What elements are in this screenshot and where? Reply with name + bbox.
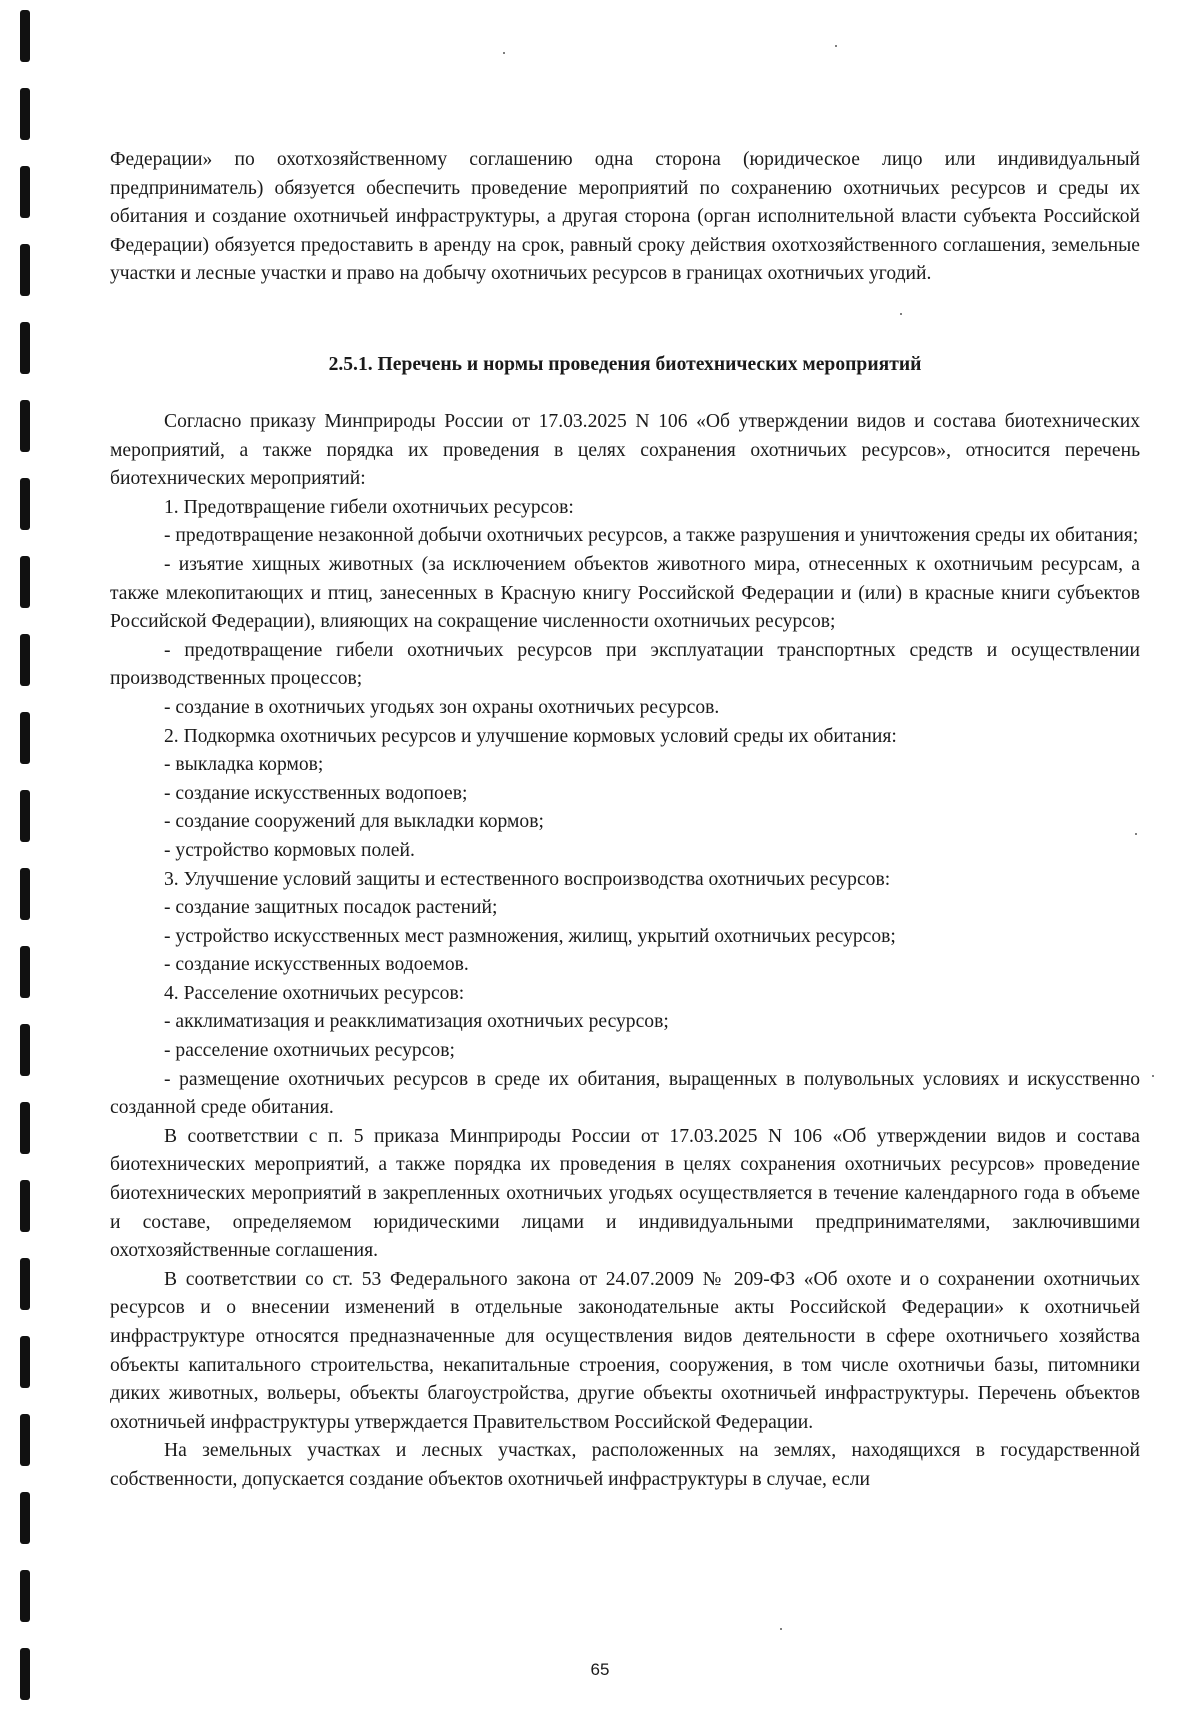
list-line: - устройство кормовых полей. [164, 839, 415, 861]
list-line: - выкладка кормов; [164, 754, 324, 776]
scan-speck [900, 313, 902, 315]
list-line: 1. Предотвращение гибели охотничьих ресурсов: [164, 496, 574, 518]
binding-hole [20, 1024, 30, 1076]
binding-hole [20, 634, 30, 686]
scan-speck [503, 52, 505, 54]
lead-paragraph: Согласно приказу Минприроды России от 17.03.2025 N 106 «Об утверждении видов и состава биотехнических мероприятий, а также порядка их проведения в целях сохранения охотничьих ресурсов», относится перечень биотехнических мероприятий: [110, 411, 1140, 490]
binding-hole [20, 1258, 30, 1310]
list-line: - предотвращение незаконной добычи охотничьих ресурсов, а также разрушения и уничтожения среды их обитания; [164, 525, 1139, 547]
main-body [110, 408, 1140, 1495]
binding-hole [20, 712, 30, 764]
list-line: - создание искусственных водоемов. [164, 954, 469, 976]
list-line: - акклиматизация и реакклиматизация охотничьих ресурсов; [164, 1011, 669, 1033]
intro-paragraph: Федерации» по охотхозяйственному соглашению одна сторона (юридическое лицо или индивидуальный предприниматель) обязуется обеспечить проведение мероприятий по сохранению охотничьих ресурсов и среды их обитания и создание охотничьей инфраструктуры, а другая сторона (орган исполнительной власти субъекта Российской Федерации) обязуется предоставить в аренду на срок, равный сроку действия охотхозяйственного соглашения, земельные участки и лесные участки и право на добычу охотничьих ресурсов в границах охотничьих угодий. [110, 149, 1140, 285]
binding-hole [20, 556, 30, 608]
list-line: 3. Улучшение условий защиты и естественного воспроизводства охотничьих ресурсов: [164, 868, 891, 890]
list-line: - устройство искусственных мест размножения, жилищ, укрытий охотничьих ресурсов; [164, 925, 896, 947]
binding-hole [20, 790, 30, 842]
binding-hole [20, 10, 30, 62]
binding-hole [20, 88, 30, 140]
binding-hole [20, 868, 30, 920]
list-line: - создание в охотничьих угодьях зон охраны охотничьих ресурсов. [164, 696, 720, 718]
binding-hole [20, 1180, 30, 1232]
binding-hole [20, 1336, 30, 1388]
list-line: - изъятие хищных животных (за исключением объектов животного мира, отнесенных к охотничьим ресурсам, а также млекопитающих и птиц, занесенных в Красную книгу Российской Федерации и (или) в красные книги субъектов Российской Федерации), влияющих на сокращение численности охотничьих ресурсов; [110, 553, 1140, 633]
list-line: 2. Подкормка охотничьих ресурсов и улучшение кормовых условий среды их обитания: [164, 725, 897, 747]
section-heading: 2.5.1. Перечень и нормы проведения биотехнических мероприятий [328, 354, 922, 375]
binding-hole [20, 478, 30, 530]
land-paragraph: На земельных участках и лесных участках, расположенных на землях, находящихся в государственной собственности, допускается создание объектов охотничьей инфраструктуры в случае, если [110, 1440, 1140, 1490]
list-line: - создание сооружений для выкладки кормов; [164, 811, 544, 833]
page-number: 65 [590, 1660, 610, 1679]
binding-hole [20, 1492, 30, 1544]
spiral-binding-holes [0, 0, 60, 1721]
binding-hole [20, 166, 30, 218]
binding-hole [20, 400, 30, 452]
binding-hole [20, 1102, 30, 1154]
binding-hole [20, 946, 30, 998]
list-line: 4. Расселение охотничьих ресурсов: [164, 982, 465, 1004]
list-line: - создание защитных посадок растений; [164, 897, 498, 919]
binding-hole [20, 244, 30, 296]
scan-speck [780, 1628, 782, 1630]
intro-block [110, 146, 1140, 289]
order-5-paragraph: В соответствии с п. 5 приказа Минприроды России от 17.03.2025 N 106 «Об утверждении видов и состава биотехнических мероприятий, а также порядка их проведения в целях сохранения охотничьих ресурсов» проведение биотехнических мероприятий в закрепленных охотничьих угодьях осуществляется в течение календарного года в объеме и составе, определяемом юридическими лицами и индивидуальными предпринимателями, заключившими охотхозяйственные соглашения. [110, 1125, 1140, 1262]
scan-speck [835, 45, 837, 47]
list-line: - предотвращение гибели охотничьих ресурсов при эксплуатации транспортных средств и осуществлении производственных процессов; [110, 639, 1140, 690]
list-line: - расселение охотничьих ресурсов; [164, 1040, 455, 1062]
binding-hole [20, 1570, 30, 1622]
law-53-paragraph: В соответствии со ст. 53 Федерального закона от 24.07.2009 № 209-ФЗ «Об охоте и о сохранении охотничьих ресурсов и о внесении изменений в отдельные законодательные акты Российской Федерации» к охотничьей инфраструктуре относятся предназначенные для осуществления видов деятельности в сфере охотничьего хозяйства объекты капитального строительства, некапитальные строения, сооружения, в том числе охотничьи базы, питомники диких животных, вольеры, объекты благоустройства, другие объекты охотничьей инфраструктуры. Перечень объектов охотничьей инфраструктуры утверждается Правительством Российской Федерации. [110, 1268, 1140, 1433]
binding-hole [20, 1414, 30, 1466]
binding-hole [20, 322, 30, 374]
list-line: - создание искусственных водопоев; [164, 782, 468, 804]
scan-speck [1152, 1075, 1154, 1077]
list-line: - размещение охотничьих ресурсов в среде их обитания, выращенных в полувольных условиях и искусственно созданной среде обитания. [110, 1068, 1140, 1119]
